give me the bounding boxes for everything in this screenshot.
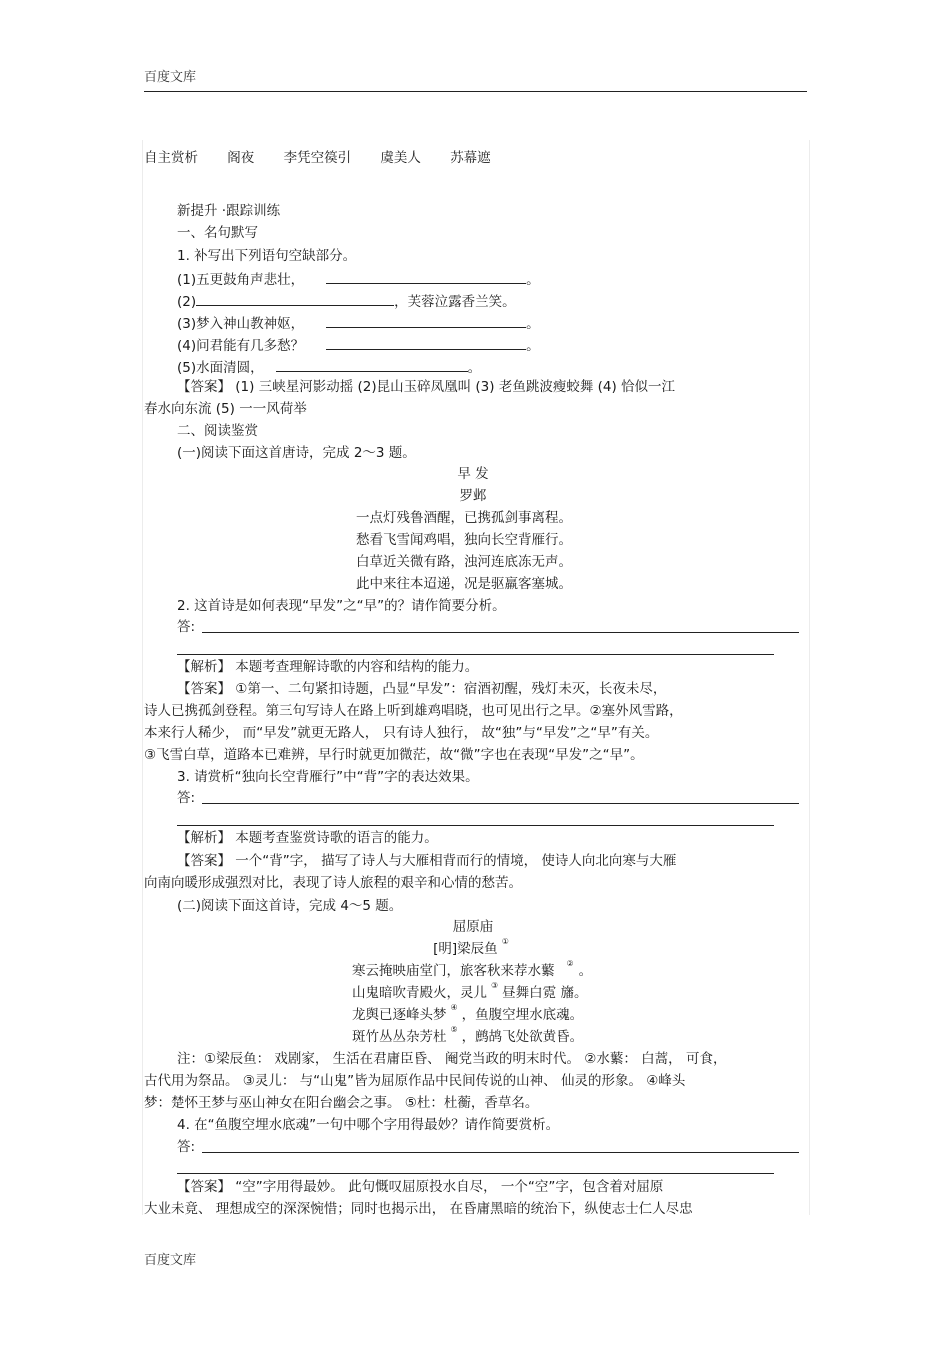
poem-1-line: 此中来往本迢递，况是驱羸客塞城。 (356, 576, 572, 592)
fill-blank[interactable] (326, 335, 526, 350)
answer-line[interactable] (202, 803, 799, 804)
poem-2-line: 龙舆已逐峰头梦 ④ ，鱼腹空埋水底魂。 (352, 1003, 584, 1023)
reading-1-intro: (一)阅读下面这首唐诗，完成 2～3 题。 (177, 445, 416, 461)
poem-notes: 古代用为祭品。 ③灵儿： 与“山鬼”皆为屈原作品中民间传说的山神、 仙灵的形象。 ④峰头 (144, 1073, 686, 1089)
fill-item-1: (1)五更鼓角声悲壮， 。 (177, 269, 540, 290)
question-2: 2. 这首诗是如何表现“早发”之“早”的？请作简要分析。 (177, 598, 506, 614)
analysis-3: 【解析】 本题考查鉴赏诗歌的语言的能力。 (177, 830, 438, 846)
poem-1-line: 一点灯残鲁酒醒，已携孤剑事离程。 (356, 510, 572, 526)
fill-blank[interactable] (326, 269, 526, 284)
fill-blank[interactable] (276, 357, 468, 372)
part2-heading: 二、阅读鉴赏 (177, 423, 258, 439)
answer-2-text: 【答案】 ①第一、二句紧扣诗题，凸显“早发”：宿酒初醒，残灯未灭，长夜未尽， (177, 681, 667, 697)
answer-2-text: 本来行人稀少， 而“早发”就更无路人， 只有诗人独行， 故“独”与“早发”之“早”有关。 (144, 725, 659, 741)
answer-line[interactable] (177, 825, 774, 826)
poem-2-line: 斑竹丛丛杂芳杜 ⑤ ，鹧鸪飞处欲黄昏。 (352, 1025, 584, 1045)
poem-1-author: 罗邺 (459, 488, 487, 504)
footnote-marker: ③ (491, 981, 499, 990)
fill-item-3: (3)梦入神山教神妪， 。 (177, 313, 540, 334)
page-footer-brand: 百度文库 (144, 1253, 197, 1268)
answer-1-line-2: 春水向东流 (5) 一一风荷举 (144, 401, 307, 417)
section-titles (144, 148, 516, 168)
footnote-marker: ④ (450, 1003, 458, 1012)
poem-2-author: [明]梁辰鱼 ① (433, 937, 509, 957)
fill-item-2: (2) ，芙蓉泣露香兰笑。 (177, 291, 516, 312)
answer-line[interactable] (202, 632, 799, 633)
poem-1-line: 愁看飞雪闻鸡唱，独向长空背雁行。 (356, 532, 572, 548)
question-3: 3. 请赏析“独向长空背雁行”中“背”字的表达效果。 (177, 769, 479, 785)
poem-2-line: 寒云掩映庙堂门，旅客秋来荐水蘩 ② 。 (352, 959, 593, 979)
poem-notes: 梦：楚怀王梦与巫山神女在阳台幽会之事。 ⑤杜：杜蘅，香草名。 (144, 1095, 539, 1111)
fill-item-5: (5)水面清圆， 。 (177, 357, 481, 378)
title-item: 自主赏析 (144, 150, 198, 166)
answer-4-text: 大业未竟、 理想成空的深深惋惜；同时也揭示出， 在昏庸黑暗的统治下，纵使志士仁人尽忠 (144, 1201, 693, 1217)
fill-item-4: (4)问君能有几多愁？ 。 (177, 335, 540, 356)
answer-line[interactable] (177, 1173, 774, 1174)
answer-4-label: 答: (177, 1139, 196, 1155)
answer-line[interactable] (177, 654, 774, 655)
poem-notes: 注：①梁辰鱼： 戏剧家， 生活在君庸臣昏、 阉党当政的明末时代。 ②水蘩： 白蒿， 可食， (177, 1051, 727, 1067)
answer-1-line-1: 【答案】 (1) 三峡星河影动摇 (2)昆山玉碎凤凰叫 (3) 老鱼跳波瘦蛟舞 (4) 恰似一江 (177, 379, 676, 395)
question-1: 1. 补写出下列语句空缺部分。 (177, 248, 357, 264)
header-rule (144, 91, 807, 92)
poem-2-title: 屈原庙 (452, 919, 494, 935)
answer-2-text: ③飞雪白草，道路本已难辨，早行时就更加微茫，故“微”字也在表现“早发”之“早”。 (144, 747, 644, 763)
title-item: 苏幕遮 (450, 150, 491, 166)
answer-4-text: 【答案】 “空”字用得最妙。 此句慨叹屈原投水自尽， 一个“空”字，包含着对屈原 (177, 1179, 664, 1195)
title-item: 虞美人 (380, 150, 421, 166)
answer-3-text: 【答案】 一个“背”字， 描写了诗人与大雁相背而行的情境， 使诗人向北向寒与大雁 (177, 853, 677, 869)
poem-1-line: 白草近关微有路，浊河连底冻无声。 (356, 554, 572, 570)
part1-heading: 一、名句默写 (177, 225, 258, 241)
analysis-2: 【解析】 本题考查理解诗歌的内容和结构的能力。 (177, 659, 479, 675)
page-header-brand: 百度文库 (144, 70, 197, 85)
answer-3-label: 答: (177, 790, 196, 806)
fill-blank[interactable] (196, 291, 394, 306)
fill-blank[interactable] (326, 313, 526, 328)
poem-1-title: 早 发 (457, 466, 489, 482)
section-heading: 新提升 ·跟踪训练 (177, 203, 281, 219)
answer-line[interactable] (202, 1152, 799, 1153)
footnote-marker: ① (501, 937, 509, 946)
reading-2-intro: (二)阅读下面这首诗，完成 4～5 题。 (177, 898, 403, 914)
answer-3-text: 向南向暖形成强烈对比，表现了诗人旅程的艰辛和心情的愁苦。 (144, 875, 522, 891)
footnote-marker: ⑤ (450, 1025, 458, 1034)
answer-2-text: 诗人已携孤剑登程。第三句写诗人在路上听到雄鸡唱晓，也可见出行之早。②塞外风雪路， (144, 703, 683, 719)
poem-2-line: 山鬼暗吹青殿火，灵儿 ③ 昼舞白霓 旛。 (352, 981, 588, 1001)
footnote-marker: ② (566, 959, 574, 968)
question-4: 4. 在“鱼腹空埋水底魂”一句中哪个字用得最妙？请作简要赏析。 (177, 1117, 560, 1133)
answer-2-label: 答: (177, 619, 196, 635)
title-item: 阁夜 (227, 150, 255, 166)
title-item: 李凭空篌引 (283, 150, 352, 166)
